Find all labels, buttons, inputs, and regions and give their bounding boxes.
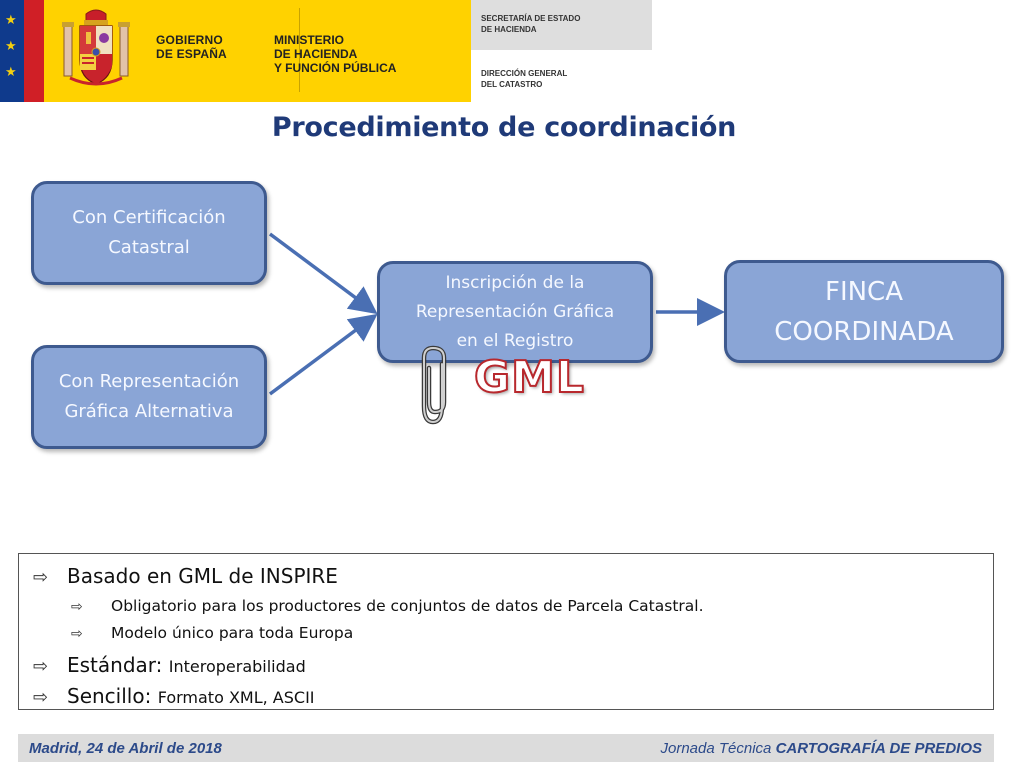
footer-event [661, 740, 983, 757]
star-icon: ★ [5, 65, 17, 80]
outline-arrow-icon: ⇨ [33, 567, 49, 588]
star-icon: ★ [5, 13, 17, 28]
bullet-item [33, 684, 315, 708]
outline-arrow-icon: ⇨ [71, 599, 83, 615]
outline-arrow-icon: ⇨ [33, 656, 49, 677]
coat-of-arms-icon [60, 8, 132, 92]
bullet-label: Estándar: [67, 653, 163, 677]
arrow-cert-to-insc [270, 234, 372, 310]
footer-event-name: CARTOGRAFÍA DE PREDIOS [775, 740, 982, 757]
outline-arrow-icon: ⇨ [33, 687, 49, 708]
bullet-item [33, 653, 306, 677]
direccion-label: DIRECCIÓN GENERAL DEL CATASTRO [481, 69, 568, 89]
outline-arrow-icon: ⇨ [71, 626, 83, 642]
box-con-representacion-grafica-alternativa: Con Representación Gráfica Alternativa [31, 345, 267, 449]
bullet-value: Interoperabilidad [168, 657, 306, 676]
footer-date: Madrid, 24 de Abril de 2018 [29, 740, 222, 757]
sub-bullet-item [71, 624, 353, 642]
sub-bullet-text: Modelo único para toda Europa [111, 624, 354, 642]
bullet-label: Sencillo: [67, 684, 152, 708]
secretaria-line-2: DE HACIENDA [481, 25, 537, 34]
government-header-band [44, 0, 471, 102]
bullet-item [33, 564, 338, 588]
bullet-list-box [18, 553, 994, 710]
government-name: GOBIERNO DE ESPAÑA [156, 33, 227, 61]
paperclip-icon [418, 344, 452, 428]
eu-spain-flag [0, 0, 44, 102]
box-con-certificacion-catastral: Con Certificación Catastral [31, 181, 267, 285]
arrow-alt-to-insc [270, 318, 372, 394]
star-icon: ★ [5, 39, 17, 54]
slide-footer [18, 734, 994, 762]
slide-title: Procedimiento de coordinación [271, 112, 737, 143]
bullet-value: Formato XML, ASCII [157, 688, 315, 707]
bullet-text: Basado en GML de INSPIRE [67, 564, 338, 588]
gml-label: GML [474, 352, 585, 403]
box-inscripcion-registro: Inscripción de la Representación Gráfica en el Registro [377, 261, 653, 363]
box-finca-coordinada: FINCA COORDINADA [724, 260, 1004, 363]
footer-event-prefix: Jornada Técnica [660, 740, 772, 757]
ministry-name: MINISTERIO DE HACIENDA Y FUNCIÓN PÚBLICA [274, 33, 397, 75]
secretaria-line-1: SECRETARÍA DE ESTADO [481, 14, 581, 23]
sub-bullet-item [71, 597, 704, 615]
secretaria-label-box [471, 0, 652, 50]
sub-bullet-text: Obligatorio para los productores de conjuntos de datos de Parcela Catastral. [111, 597, 704, 615]
